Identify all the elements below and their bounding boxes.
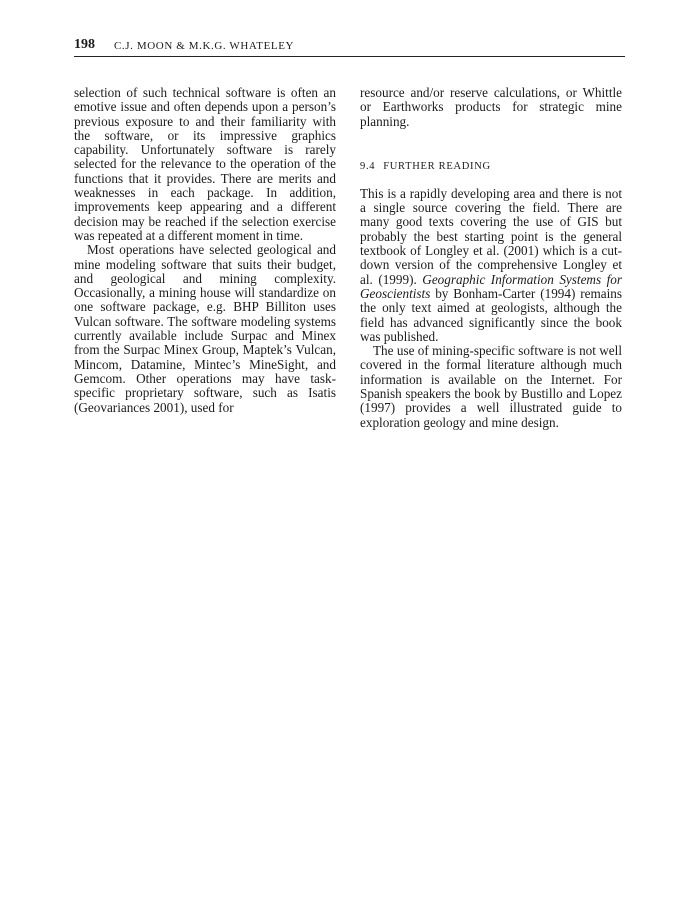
- left-column: [74, 86, 336, 415]
- paragraph-text-part: by Bonham-Carter (1994) remains the only text aimed at geologists, although the field has advanced significantly since the book was published.: [360, 285, 622, 344]
- section-title: FURTHER READING: [383, 160, 491, 172]
- right-paragraph-2: The use of mining-specific software is not well covered in the formal literature although much information is available on the Internet. For Spanish speakers the book by Bustillo and Lopez (1997) provides a well illustrated guide to exploration geology and mine design.: [360, 343, 622, 430]
- section-heading: [360, 160, 622, 174]
- page-number: 198: [74, 37, 95, 52]
- book-title-italic: Geographic Information Systems for Geoscientists: [360, 271, 622, 301]
- right-continuation-paragraph: resource and/or reserve calculations, or Whittle or Earthworks products for strategic mine planning.: [360, 85, 622, 129]
- section-number: 9.4: [360, 160, 376, 172]
- left-paragraph-2: Most operations have selected geological and mine modeling software that suits their budget, and geological and mining complexity. Occasionally, a mining house will standardize on one software package, e.g. BHP Billiton uses Vulcan software. The software modeling systems currently available include Surpac and Minex from the Surpac Minex Group, Maptek’s Vulcan, Mincom, Datamine, Mintec’s MineSight, and Gemcom. Other operations may have task-specific proprietary software, such as Isatis (Geovariances 2001), used for: [74, 242, 336, 415]
- paragraph-text-part: This is a rapidly developing area and there is not a single source covering the field. There are many good texts covering the use of GIS but probably the best starting point is the general textbook of Longley et al. (2001) which is a cut-down version of the comprehensive Longley et al. (1999).: [360, 185, 622, 287]
- right-column: [360, 86, 622, 430]
- left-paragraph-1: selection of such technical software is often an emotive issue and often depends upon a person’s previous exposure to and their familiarity with the software, or its impressive graphics capability. Unfortunately software is rarely selected for the relevance to the operation of the functions that it provides. There are merits and weaknesses in each package. In addition, improvements keep appearing and a different decision may be reached if the selection exercise was repeated at a different moment in time.: [74, 85, 336, 243]
- running-head-authors: C.J. MOON & M.K.G. WHATELEY: [114, 40, 295, 52]
- page-header: [74, 36, 625, 57]
- right-paragraph-1: [360, 187, 622, 344]
